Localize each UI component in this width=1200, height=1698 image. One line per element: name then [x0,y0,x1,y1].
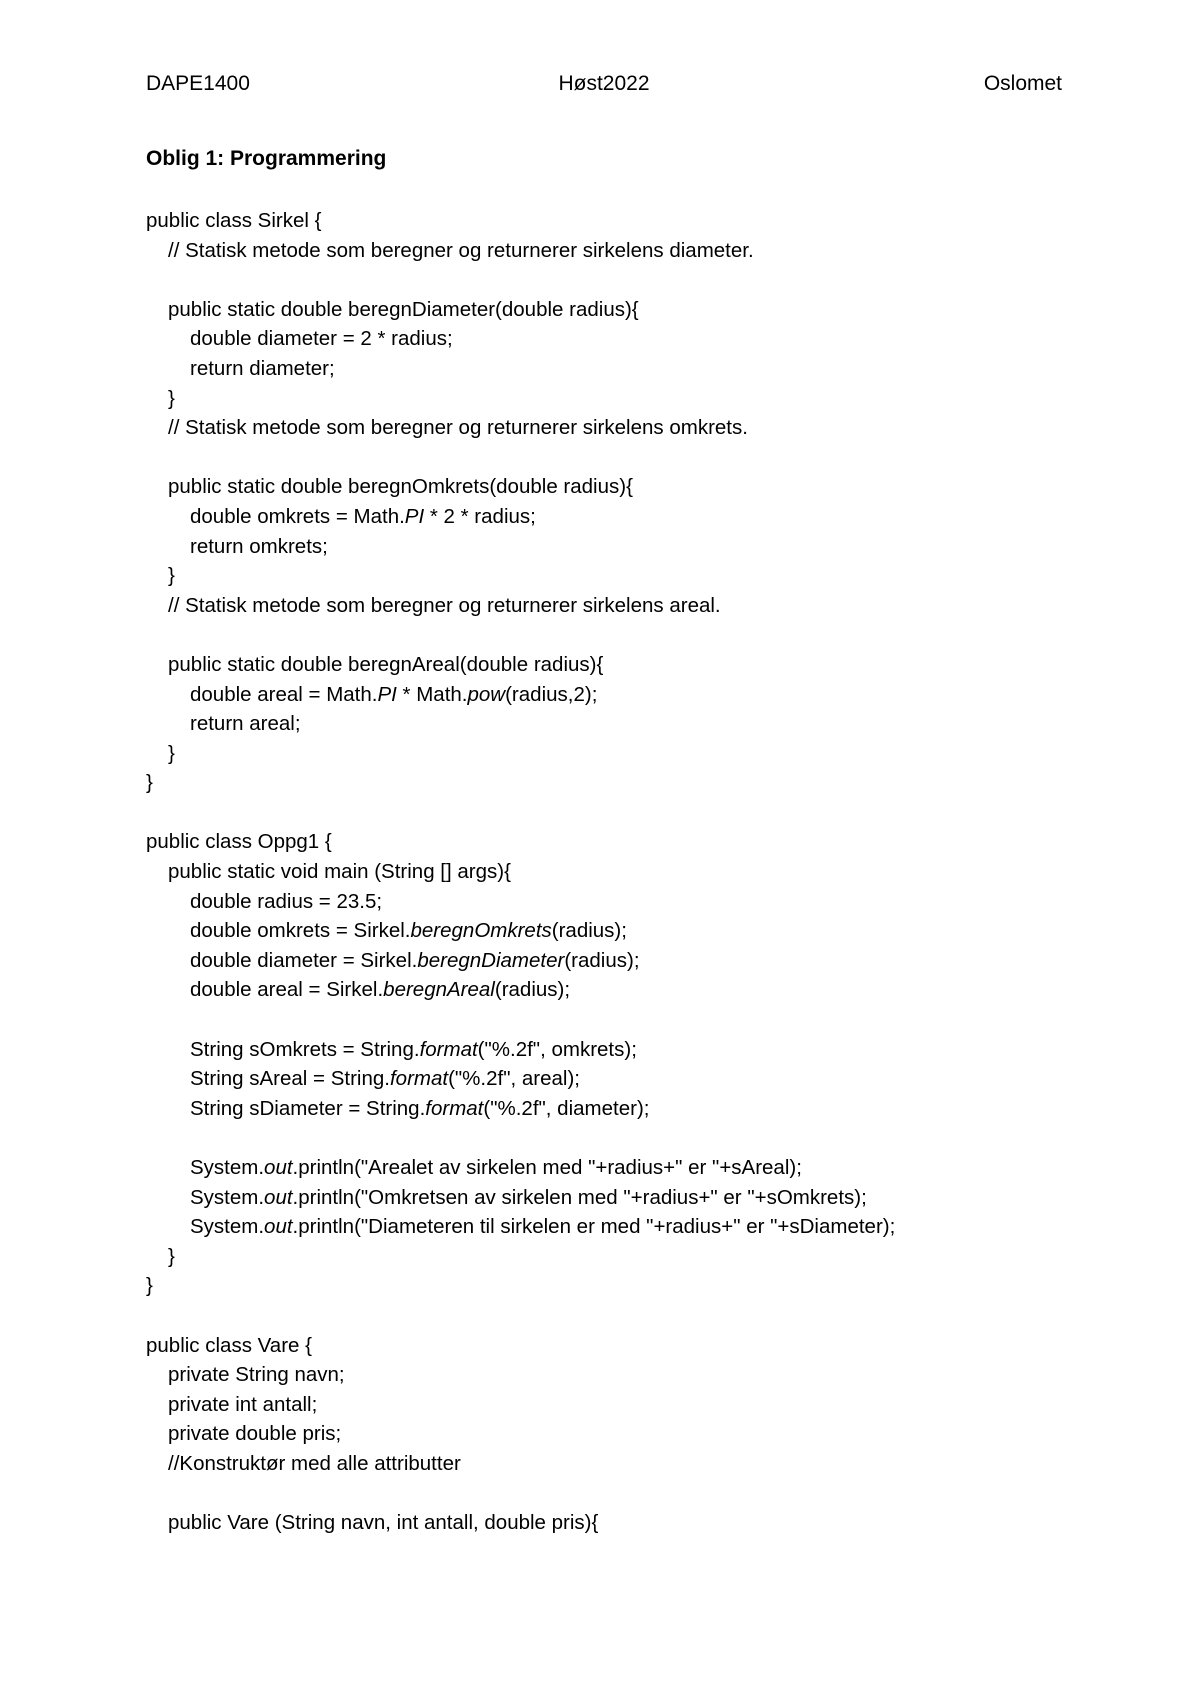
code-line: private String navn; [168,1363,345,1387]
code-italic-text: format [425,1096,484,1120]
code-text: .println("Diameteren til sirkelen er med "+radius+" er "+sDiameter); [292,1215,896,1239]
code-line: public class Vare { [146,1333,312,1357]
blank-line [146,443,895,473]
blank-line [146,1479,895,1509]
code-line: public Vare (String navn, int antall, double pris){ [168,1511,599,1535]
code-line [146,1094,895,1124]
code-line [146,1064,895,1094]
code-line: } [168,564,175,588]
blank-line [146,1301,895,1331]
code-line [146,1212,895,1242]
code-line [146,916,895,946]
code-line [146,975,895,1005]
code-text: (radius,2); [505,682,598,706]
code-line: } [146,1274,153,1298]
code-text: (radius); [551,919,627,943]
code-line: private int antall; [168,1392,318,1416]
header-institution: Oslomet [983,72,1062,95]
code-text: (radius); [564,948,640,972]
blank-line [146,1123,895,1153]
code-text: double areal = Math. [190,682,378,706]
code-line: return omkrets; [190,534,328,558]
code-line [146,1035,895,1065]
code-line [146,1153,895,1183]
blank-line [146,798,895,828]
code-italic-text: format [389,1067,449,1091]
code-italic-text: PI [377,682,397,706]
header-course-code: DAPE1400 [146,72,250,95]
blank-line [146,620,895,650]
blank-line [146,1005,895,1035]
code-line: public static double beregnDiameter(double radius){ [168,297,639,321]
code-line: double radius = 23.5; [190,889,383,913]
code-text: double areal = Sirkel. [190,978,384,1002]
code-text: String sAreal = String. [190,1067,390,1091]
code-line [146,1183,895,1213]
code-text: double omkrets = Sirkel. [190,919,411,943]
code-text: ("%.2f", omkrets); [477,1037,637,1061]
code-text: double omkrets = Math. [190,504,405,528]
code-text: * Math. [396,682,468,706]
code-italic-text: pow [467,682,506,706]
code-comment: // Statisk metode som beregner og returnerer sirkelens areal. [168,593,721,617]
code-italic-text: out [264,1185,293,1209]
document-title: Oblig 1: Programmering [146,147,387,170]
code-line: public static double beregnOmkrets(double radius){ [168,475,633,499]
code-italic-text: PI [404,504,425,528]
code-text: String sDiameter = String. [190,1096,426,1120]
code-line [146,946,895,976]
code-line: } [168,1244,175,1268]
code-text: * 2 * radius; [424,504,536,528]
code-line: } [168,386,175,410]
code-line: return diameter; [190,356,335,380]
code-comment: //Konstruktør med alle attributter [168,1451,461,1475]
code-text: String sOmkrets = String. [190,1037,420,1061]
code-italic-text: out [264,1156,293,1179]
code-comment: // Statisk metode som beregner og returnerer sirkelens omkrets. [168,416,748,440]
code-line: private double pris; [168,1422,342,1446]
code-text: ("%.2f", areal); [448,1067,580,1091]
header-semester: Høst2022 [558,72,650,95]
page-header [146,72,1062,102]
code-listing [146,206,895,1538]
code-line: double diameter = 2 * radius; [190,327,453,351]
code-line: return areal; [190,712,301,736]
code-text: (radius); [494,978,571,1002]
code-text: System. [190,1185,265,1209]
code-line: } [146,771,153,795]
code-line [146,502,895,532]
code-text: ("%.2f", diameter); [483,1096,650,1120]
code-italic-text: beregnDiameter [417,948,565,972]
code-line: public static double beregnAreal(double radius){ [168,652,604,676]
code-italic-text: out [264,1215,293,1239]
code-italic-text: beregnOmkrets [410,919,552,943]
code-text: .println("Arealet av sirkelen med "+radius+" er "+sAreal); [292,1156,802,1179]
code-text: double diameter = Sirkel. [190,948,418,972]
code-line: public class Oppg1 { [146,830,332,854]
code-italic-text: beregnAreal [383,978,495,1002]
code-text: .println("Omkretsen av sirkelen med "+radius+" er "+sOmkrets); [292,1185,867,1209]
code-line [146,680,895,710]
blank-line [146,265,895,295]
code-text: System. [190,1156,265,1179]
code-line: } [168,741,175,765]
code-line: public static void main (String [] args){ [168,860,511,884]
code-line: public class Sirkel { [146,209,322,232]
code-italic-text: format [419,1037,478,1061]
code-comment: // Statisk metode som beregner og returnerer sirkelens diameter. [168,238,754,262]
code-text: System. [190,1215,265,1239]
